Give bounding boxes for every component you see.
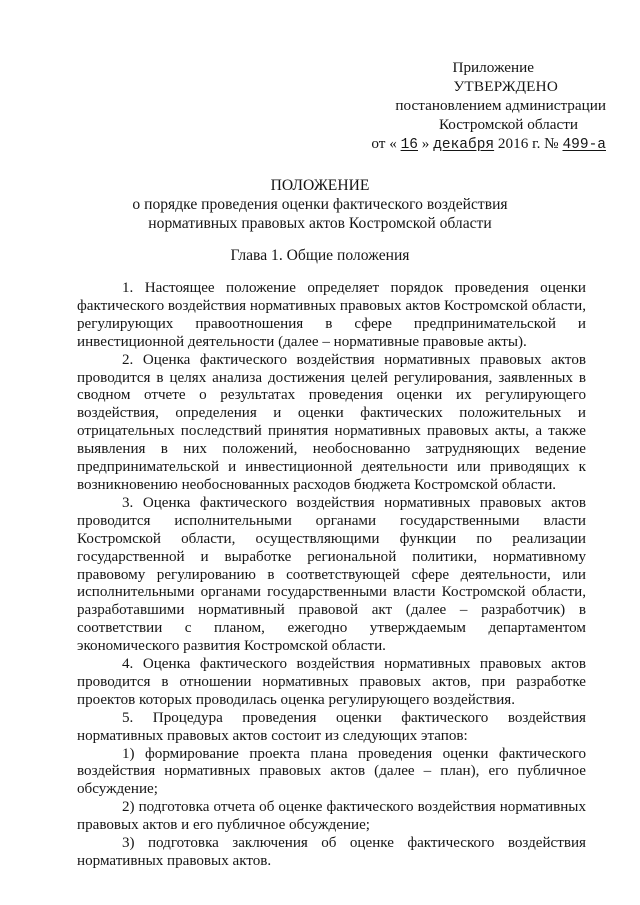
- resolution-day: 16: [400, 137, 418, 153]
- approval-stamp-block: [366, 58, 606, 155]
- document-body: [77, 280, 586, 871]
- document-title: [0, 176, 640, 233]
- paragraph-4: 4. Оценка фактического воздействия нормативных правовых актов проводится в отношении нормативных правовых актов, при разработке проектов которых проводилась оценка регулирующего воздействия.: [77, 656, 586, 708]
- paragraph-5-item-3: 3) подготовка заключения об оценке фактического воздействия нормативных правовых актов.: [77, 835, 586, 869]
- resolution-year: 2016 г. №: [497, 135, 559, 152]
- chapter-heading: Глава 1. Общие положения: [230, 247, 410, 264]
- appendix-label: Приложение: [452, 59, 534, 76]
- resolution-date-line: [366, 134, 606, 155]
- approved-label: УТВЕРЖДЕНО: [453, 78, 558, 95]
- resolution-month: декабря: [433, 137, 495, 153]
- title-line-3: нормативных правовых актов Костромской области: [148, 215, 492, 232]
- paragraph-5-item-2: 2) подготовка отчета об оценке фактического воздействия нормативных правовых актов и его публичное обсуждение;: [77, 799, 586, 834]
- resolution-number: 499-а: [562, 137, 606, 153]
- paragraph-2: 2. Оценка фактического воздействия нормативных правовых актов проводится в целях анализа достижения целей регулирования, заявленных в сводном отчете о результатах проведения оценки их регулирующего воздействия, определения и оценки фактических положительных и отрицательных последствий принятия нормативных правовых акты, а также выявления в них положений, необоснованно затрудняющих ведение предпринимательской и инвестиционной деятельности или приводящих к возникновению необоснованных расходов бюджета Костромской области.: [77, 351, 586, 493]
- title-line-1: ПОЛОЖЕНИЕ: [270, 177, 370, 194]
- paragraph-5-item-1: 1) формирование проекта плана проведения оценки фактического воздействия нормативных правовых актов (далее – план), его публичное обсуждение;: [77, 745, 586, 798]
- title-line-2: о порядке проведения оценки фактического воздействия: [132, 196, 508, 213]
- date-prefix: от «: [371, 135, 397, 152]
- paragraph-1: 1. Настоящее положение определяет порядок проведения оценки фактического воздействия нормативных правовых актов Костромской области, регулирующих правоотношения в сфере предпринимательской и инвестиционной деятельности (далее – нормативные правовые акты).: [77, 280, 586, 350]
- resolution-label: постановлением администрации: [395, 97, 606, 114]
- paragraph-5: 5. Процедура проведения оценки фактического воздействия нормативных правовых актов состоит из следующих этапов:: [77, 709, 586, 744]
- date-mid: »: [421, 135, 430, 152]
- paragraph-3: 3. Оценка фактического воздействия нормативных правовых актов проводится исполнительными органами государственными власти Костромской области, осуществляющими функции по реализации государственной и выработке региональной политики, нормативному правовому регулированию в соответствующей сфере деятельности, или исполнительными органами государственными власти Костромской области, разработавшими нормативный правовой акт (далее – разработчик) в соответствии с планом, ежегодно утверждаемым департаментом экономического развития Костромской области.: [77, 494, 586, 655]
- region-label: Костромской области: [438, 116, 578, 133]
